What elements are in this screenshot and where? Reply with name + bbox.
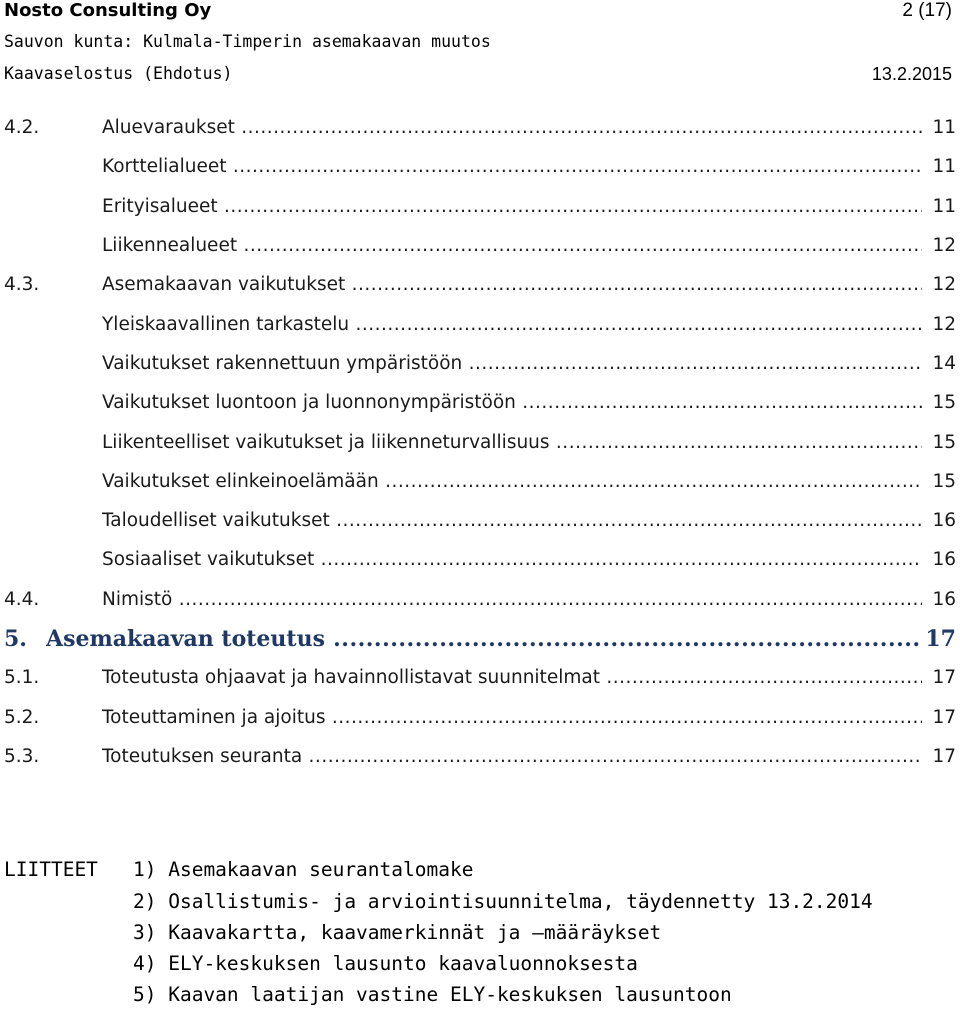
toc-entry[interactable] bbox=[0, 658, 960, 697]
toc-entry[interactable] bbox=[0, 304, 960, 343]
toc-entry[interactable] bbox=[0, 580, 960, 619]
toc-entry-page: 15 bbox=[932, 470, 956, 492]
project-title: Sauvon kunta: Kulmala-Timperin asemakaavan muutos bbox=[4, 32, 491, 51]
header-doc-line bbox=[4, 64, 956, 83]
toc-entry-number: 4.4. bbox=[4, 588, 40, 610]
toc-entry-title: Erityisalueet ..... bbox=[102, 196, 922, 217]
toc-entry-number: 4.3. bbox=[4, 274, 40, 296]
toc-entry[interactable] bbox=[0, 344, 960, 383]
toc-entry-title: Vaikutukset rakennettuun ympäristöön ..... bbox=[102, 353, 922, 374]
toc-entry-page: 17 bbox=[932, 667, 956, 689]
toc-entry-title: Liikenteelliset vaikutukset ja liikenneturvallisuus ..... bbox=[102, 432, 922, 453]
toc-entry-title: Vaikutukset luontoon ja luonnonympäristöön ..... bbox=[102, 392, 922, 413]
table-of-contents bbox=[0, 108, 960, 776]
toc-entry-title: Sosiaaliset vaikutukset ..... bbox=[102, 549, 922, 570]
toc-entry-page: 12 bbox=[932, 235, 956, 257]
toc-entry[interactable] bbox=[0, 697, 960, 736]
toc-entry-number: 4.2. bbox=[4, 117, 40, 139]
toc-entry-page: 14 bbox=[932, 352, 956, 374]
toc-entry-title: Asemakaavan vaikutukset ..... bbox=[102, 274, 922, 295]
toc-entry-number: 5.2. bbox=[4, 706, 40, 728]
attachment-item: 5) Kaavan laatijan vastine ELY-keskuksen lausuntoon bbox=[133, 983, 732, 1006]
toc-entry-page: 11 bbox=[932, 117, 956, 139]
toc-entry-title: Toteutusta ohjaavat ja havainnollistavat suunnitelmat ..... bbox=[102, 667, 922, 688]
toc-entry-title: Asemakaavan toteutus ..... bbox=[46, 626, 922, 652]
toc-entry[interactable] bbox=[0, 265, 960, 304]
toc-entry-page: 12 bbox=[932, 274, 956, 296]
toc-entry-page: 12 bbox=[932, 313, 956, 335]
toc-entry-page: 17 bbox=[932, 706, 956, 728]
header-company-line bbox=[4, 0, 956, 24]
toc-entry-page: 15 bbox=[932, 431, 956, 453]
document-date: 13.2.2015 bbox=[871, 64, 952, 84]
toc-entry-title: Toteutuksen seuranta ..... bbox=[102, 746, 922, 767]
toc-entry-title: Aluevaraukset ..... bbox=[102, 117, 922, 138]
toc-entry[interactable] bbox=[0, 501, 960, 540]
attachment-item: 3) Kaavakartta, kaavamerkinnät ja –määräykset bbox=[133, 921, 662, 944]
toc-entry-page: 11 bbox=[932, 195, 956, 217]
toc-entry-page: 17 bbox=[932, 745, 956, 767]
toc-entry-page: 16 bbox=[932, 588, 956, 610]
page-number: 2 (17) bbox=[902, 0, 952, 21]
toc-entry[interactable] bbox=[0, 226, 960, 265]
toc-entry-page: 16 bbox=[932, 510, 956, 532]
toc-entry-title: Korttelialueet ..... bbox=[102, 156, 922, 177]
toc-entry[interactable] bbox=[0, 108, 960, 147]
toc-entry[interactable] bbox=[0, 737, 960, 776]
attachment-item: 4) ELY-keskuksen lausunto kaavaluonnoksesta bbox=[133, 952, 638, 975]
toc-entry-number: 5.1. bbox=[4, 667, 40, 689]
toc-entry-title: Toteuttaminen ja ajoitus ..... bbox=[102, 707, 922, 728]
attachment-item: 1) Asemakaavan seurantalomake bbox=[133, 858, 474, 881]
toc-entry-title: Nimistö ..... bbox=[102, 589, 922, 610]
toc-entry-title: Yleiskaavallinen tarkastelu ..... bbox=[102, 314, 922, 335]
toc-entry-number: 5. bbox=[4, 625, 27, 652]
toc-entry-page: 16 bbox=[932, 549, 956, 571]
document-type: Kaavaselostus (Ehdotus) bbox=[4, 64, 233, 83]
toc-entry[interactable] bbox=[0, 540, 960, 579]
toc-entry-title: Taloudelliset vaikutukset ..... bbox=[102, 510, 922, 531]
toc-entry[interactable] bbox=[0, 147, 960, 186]
toc-entry-title: Liikennealueet ..... bbox=[102, 235, 922, 256]
toc-entry-page: 11 bbox=[932, 156, 956, 178]
toc-entry[interactable] bbox=[0, 462, 960, 501]
attachment-item: 2) Osallistumis- ja arviointisuunnitelma, täydennetty 13.2.2014 bbox=[133, 890, 873, 913]
toc-entry-title: Vaikutukset elinkeinoelämään ..... bbox=[102, 471, 922, 492]
attachments-label: LIITTEET bbox=[4, 858, 98, 881]
toc-entry[interactable] bbox=[0, 422, 960, 461]
toc-entry[interactable] bbox=[0, 187, 960, 226]
toc-entry-number: 5.3. bbox=[4, 745, 40, 767]
toc-entry-page: 17 bbox=[925, 625, 956, 652]
toc-entry[interactable] bbox=[0, 619, 960, 658]
toc-entry-page: 15 bbox=[932, 392, 956, 414]
company-name: Nosto Consulting Oy bbox=[4, 0, 212, 21]
toc-entry[interactable] bbox=[0, 383, 960, 422]
